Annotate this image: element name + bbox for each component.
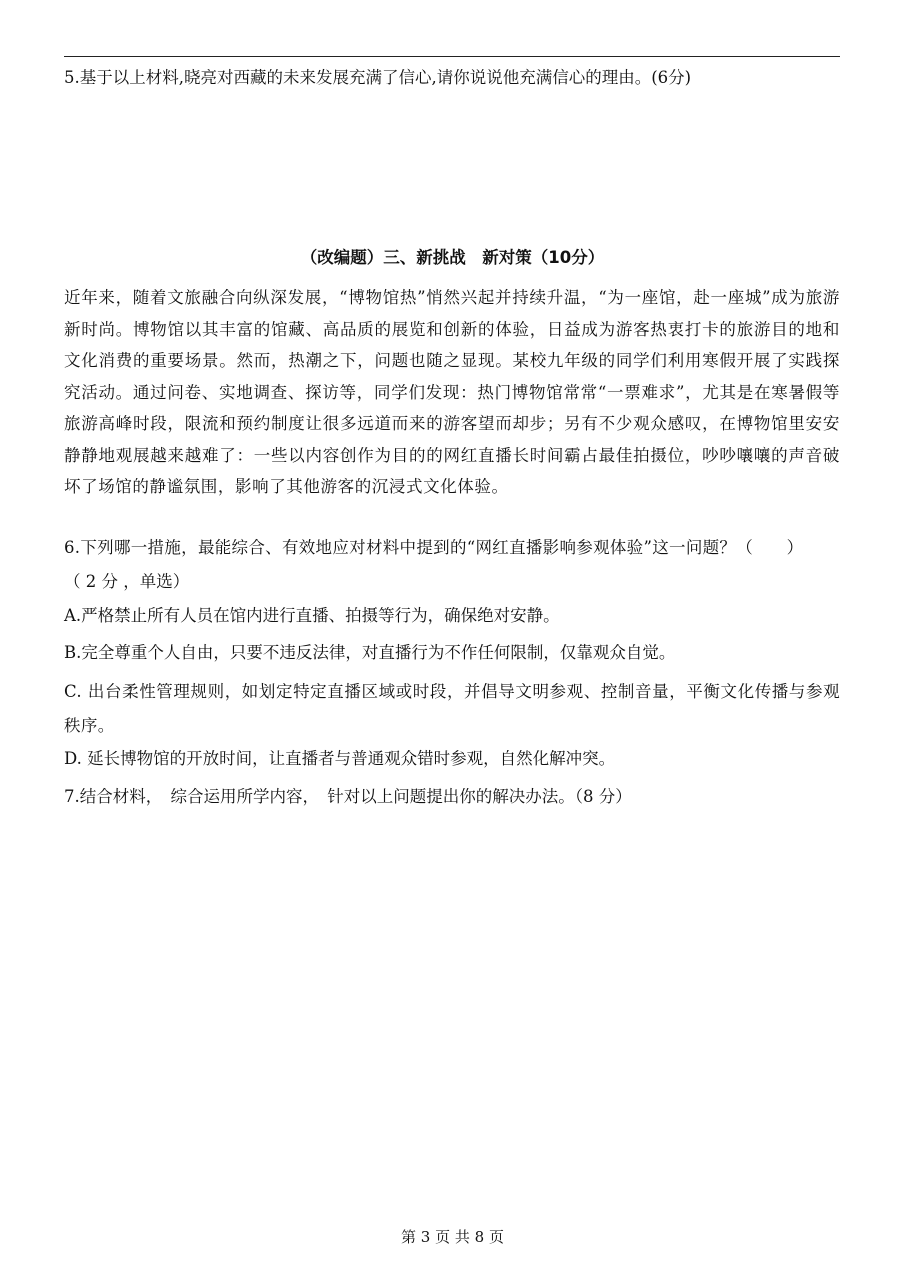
- page-number: 第 3 页 共 8 页: [401, 1228, 504, 1246]
- option-b: B.完全尊重个人自由，只要不违反法律，对直播行为不作任何限制，仅靠观众自觉。: [64, 643, 676, 662]
- option-d: D. 延长博物馆的开放时间，让直播者与普通观众错时参观，自然化解冲突。: [64, 749, 616, 768]
- option-a: A.严格禁止所有人员在馆内进行直播、拍摄等行为，确保绝对安静。: [64, 606, 560, 625]
- question-5: 5.基于以上材料,晓亮对西藏的未来发展充满了信心,请你说说他充满信心的理由。(6分): [64, 68, 692, 87]
- section-title: （改编题）三、新挑战 新对策（10分）: [300, 248, 605, 267]
- question-7: 7.结合材料， 综合运用所学内容， 针对以上问题提出你的解决办法。（8 分）: [64, 787, 632, 806]
- option-c: C. 出台柔性管理规则，如划定特定直播区域或时段，并倡导文明参观、控制音量，平衡文化传播与参观秩序。: [64, 682, 840, 735]
- question-6-note: （ 2 分 ，单选）: [64, 572, 190, 591]
- header-rule: [64, 56, 840, 57]
- question-6-stem: 6.下列哪一措施，最能综合、有效地应对材料中提到的“网红直播影响参观体验”这一问题？（ ）: [64, 538, 804, 557]
- material-paragraph: 近年来，随着文旅融合向纵深发展，“博物馆热”悄然兴起并持续升温，“为一座馆，赴一座城”成为旅游新时尚。博物馆以其丰富的馆藏、高品质的展览和创新的体验，日益成为游客热衷打卡的旅游目的地和文化消费的重要场景。然而，热潮之下，问题也随之显现。某校九年级的同学们利用寒假开展了实践探究活动。通过问卷、实地调查、探访等，同学们发现：热门博物馆常常“一票难求”，尤其是在寒暑假等旅游高峰时段，限流和预约制度让很多远道而来的游客望而却步；另有不少观众感叹，在博物馆里安安静静地观展越来越难了：一些以内容创作为目的的网红直播长时间霸占最佳拍摄位，吵吵嚷嚷的声音破坏了场馆的静谧氛围，影响了其他游客的沉浸式文化体验。: [64, 288, 840, 496]
